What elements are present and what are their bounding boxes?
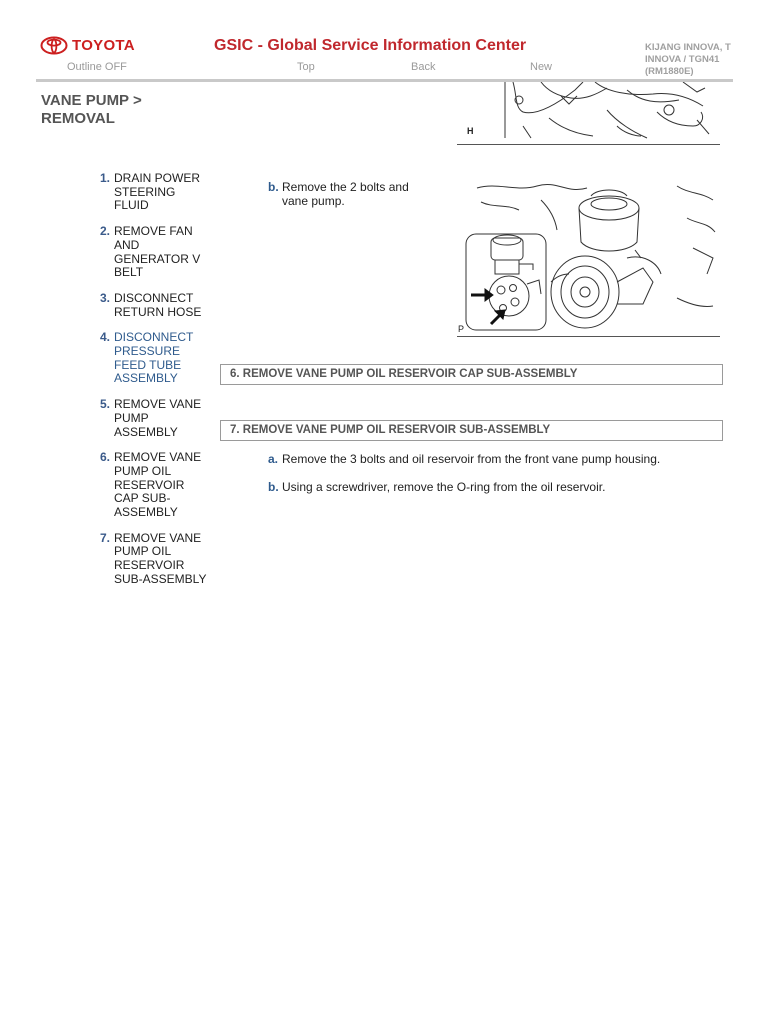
new-link[interactable]: New (530, 61, 553, 73)
step-text: Using a screwdriver, remove the O-ring from the oil reservoir. (282, 480, 606, 494)
outline-item-pressure-feed-tube[interactable] (92, 331, 207, 386)
outline-item-label: REMOVE VANE PUMP OIL RESERVOIR SUB-ASSEMBLY (114, 530, 207, 586)
outline-item-label: DRAIN POWER STEERING FLUID (114, 171, 201, 213)
page-title-line-1: VANE PUMP > (41, 92, 142, 109)
outline-item-reservoir-cap[interactable] (92, 451, 207, 520)
outline-toggle-link[interactable]: Outline OFF (67, 61, 127, 73)
logo-text: TOYOTA (72, 37, 135, 54)
step-5b (268, 181, 433, 208)
outline-item-drain-fluid[interactable] (92, 172, 207, 213)
step-text: Remove the 2 bolts and vane pump. (282, 180, 409, 208)
outline-item-remove-belt[interactable] (92, 225, 207, 280)
vehicle-line-2: INNOVA / TGN41 (645, 54, 720, 65)
step-label: b. (268, 480, 279, 494)
illustration-hose-removal (457, 82, 720, 145)
vehicle-line-3: (RM1880E) (645, 66, 694, 77)
step-7b (268, 481, 708, 495)
outline-item-number: 5. (99, 397, 110, 412)
outline-item-number: 7. (99, 530, 110, 545)
page-title (41, 92, 191, 128)
top-link[interactable]: Top (297, 61, 315, 73)
step-7a (268, 453, 708, 467)
outline-item-number: 1. (99, 171, 110, 185)
illustration-vane-pump-bolts (457, 178, 720, 337)
step-label: a. (268, 452, 279, 466)
toyota-emblem-icon (40, 36, 68, 55)
header-bar (0, 0, 768, 82)
outline-item-vane-pump[interactable] (92, 398, 207, 439)
outline-item-number: 2. (99, 224, 110, 239)
outline-item-label: DISCONNECT RETURN HOSE (114, 290, 202, 319)
outline-item-label: REMOVE FAN AND GENERATOR V BELT (114, 224, 201, 280)
section-6-header[interactable]: 6. REMOVE VANE PUMP OIL RESERVOIR CAP SUB-ASSEMBLY (220, 364, 723, 385)
outline-list (92, 172, 207, 599)
outline-item-label: DISCONNECT PRESSURE FEED TUBE ASSEMBLY (114, 330, 194, 386)
outline-item-reservoir[interactable] (92, 532, 207, 587)
figure-code-letter: H (467, 126, 474, 136)
outline-item-label: REMOVE VANE PUMP OIL RESERVOIR CAP SUB-ASSEMBLY (114, 450, 202, 520)
back-link[interactable]: Back (411, 61, 436, 73)
vehicle-line-1: KIJANG INNOVA, T (645, 42, 731, 53)
app-title: GSIC - Global Service Information Center (214, 37, 527, 54)
outline-item-return-hose[interactable] (92, 292, 207, 319)
page-title-line-2: REMOVAL (41, 110, 115, 127)
outline-item-number: 3. (99, 290, 110, 305)
section-7-header[interactable]: 7. REMOVE VANE PUMP OIL RESERVOIR SUB-ASSEMBLY (220, 420, 723, 441)
outline-item-number: 4. (99, 330, 110, 345)
outline-item-label: REMOVE VANE PUMP ASSEMBLY (114, 397, 202, 439)
toyota-logo[interactable] (40, 36, 135, 55)
vane-pump-drawing-icon (457, 178, 720, 336)
step-label: b. (268, 180, 279, 194)
engine-drawing-icon (457, 82, 720, 144)
outline-item-number: 6. (99, 450, 110, 465)
vehicle-info (645, 42, 765, 78)
step-text: Remove the 3 bolts and oil reservoir from the front vane pump housing. (282, 452, 661, 466)
figure-code-letter: P (458, 324, 465, 334)
